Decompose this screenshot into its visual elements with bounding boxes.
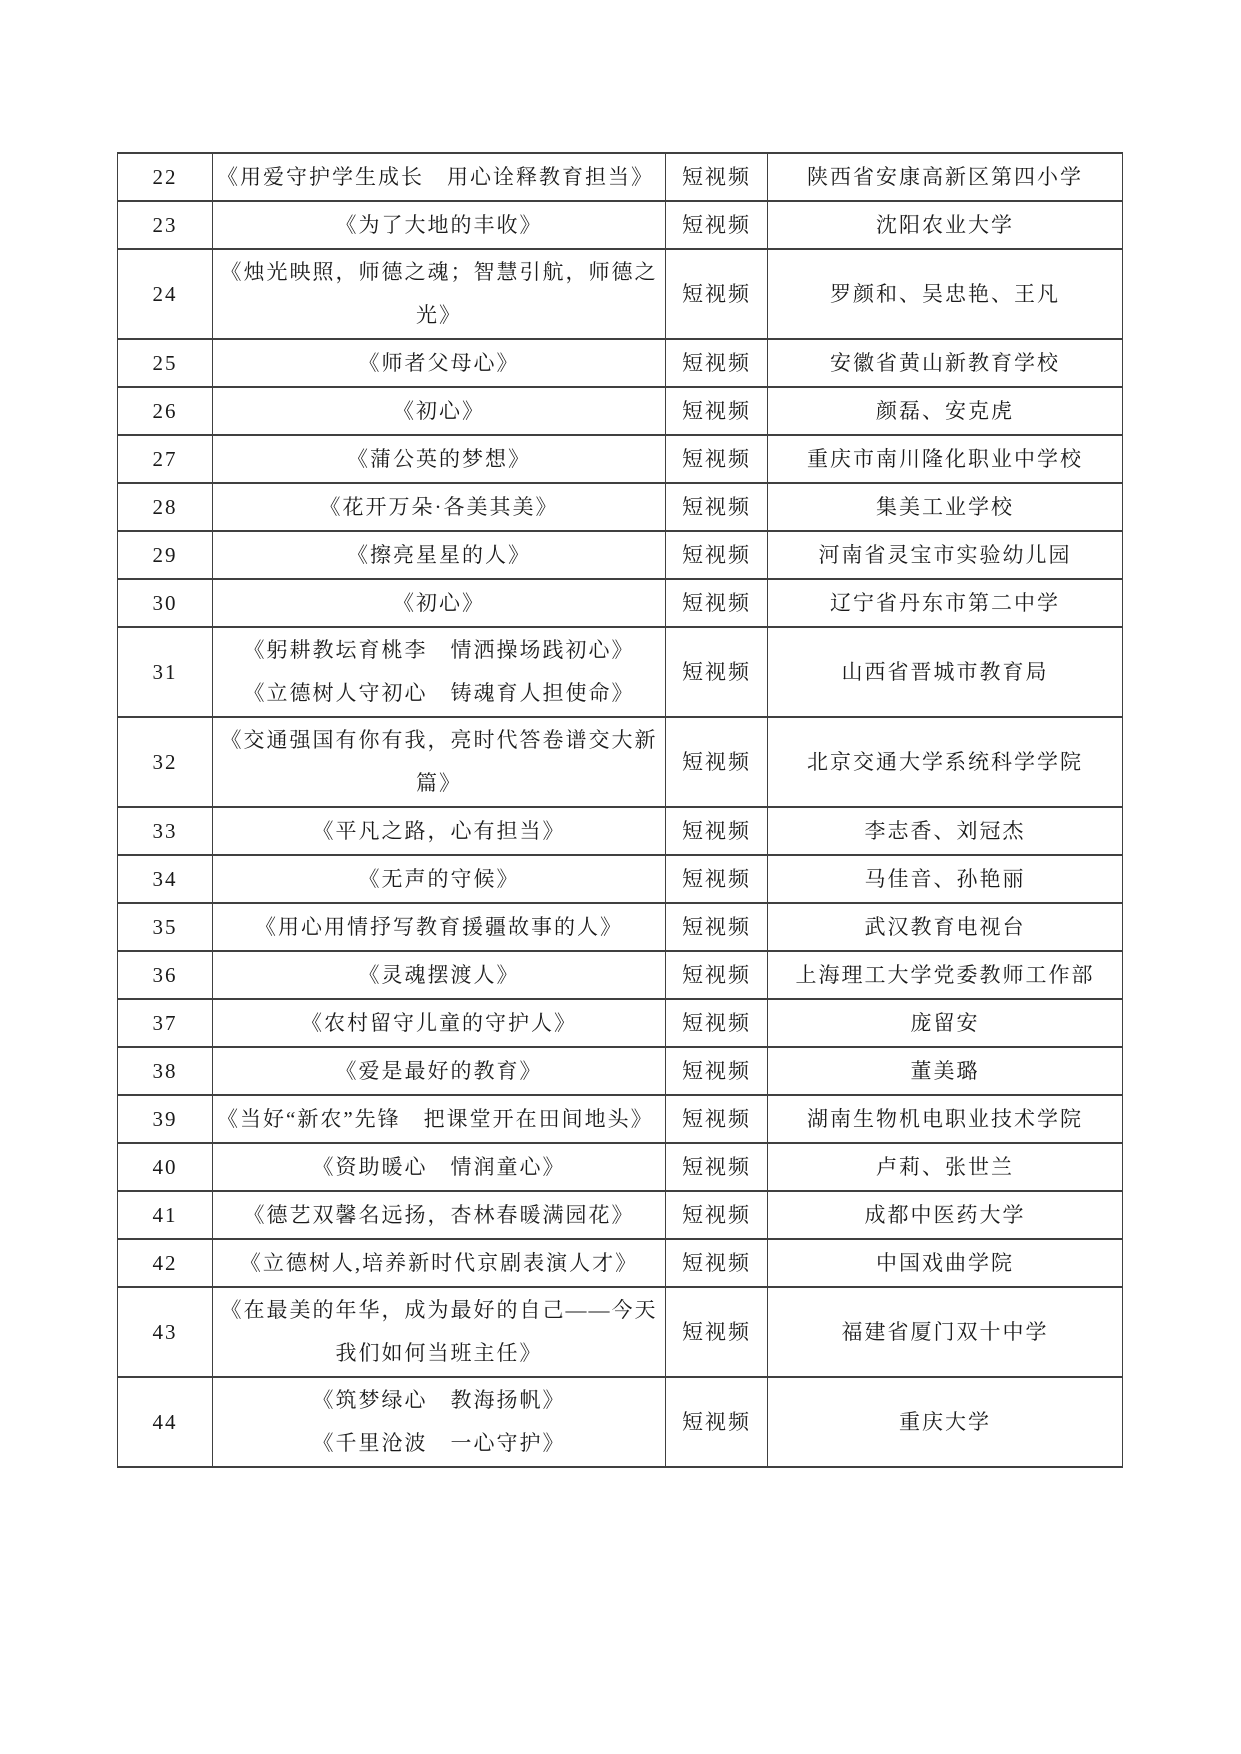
submitter-cell xyxy=(768,339,1123,387)
row-number-cell xyxy=(118,153,213,201)
submitter-name: 罗颜和、吴忠艳、王凡 xyxy=(830,281,1060,306)
work-title-cell xyxy=(213,483,666,531)
row-number-cell xyxy=(118,1047,213,1095)
entry-type-cell xyxy=(666,1287,768,1377)
row-number: 38 xyxy=(152,1058,178,1083)
table-row xyxy=(118,1143,1123,1191)
row-number-cell xyxy=(118,1287,213,1377)
table-row xyxy=(118,531,1123,579)
row-number: 23 xyxy=(152,212,178,237)
submitter-name: 安徽省黄山新教育学校 xyxy=(830,350,1060,375)
row-number: 33 xyxy=(152,818,178,843)
entry-type: 短视频 xyxy=(682,446,751,471)
entry-type-cell xyxy=(666,1143,768,1191)
entry-type-cell xyxy=(666,1047,768,1095)
work-title-line: 《农村留守儿童的守护人》 xyxy=(301,1010,577,1035)
entry-type: 短视频 xyxy=(682,1319,751,1344)
row-number-cell xyxy=(118,249,213,339)
entry-type-cell xyxy=(666,153,768,201)
row-number: 34 xyxy=(152,866,178,891)
submitter-cell xyxy=(768,1095,1123,1143)
entry-type-cell xyxy=(666,1377,768,1467)
row-number: 24 xyxy=(152,281,178,306)
submitter-cell xyxy=(768,387,1123,435)
work-title-line: 《擦亮星星的人》 xyxy=(347,542,531,567)
entry-type: 短视频 xyxy=(682,350,751,375)
submitter-name: 武汉教育电视台 xyxy=(864,914,1026,939)
row-number-cell xyxy=(118,1239,213,1287)
row-number: 31 xyxy=(152,659,178,684)
row-number-cell xyxy=(118,1377,213,1467)
submitter-name: 成都中医药大学 xyxy=(864,1202,1026,1227)
table-row xyxy=(118,201,1123,249)
entry-type-cell xyxy=(666,1239,768,1287)
submitter-cell xyxy=(768,999,1123,1047)
work-title-line: 《用心用情抒写教育援疆故事的人》 xyxy=(255,914,623,939)
work-title-line: 《千里沧波 一心守护》 xyxy=(312,1431,566,1455)
table-row xyxy=(118,1191,1123,1239)
work-title-line: 《为了大地的丰收》 xyxy=(335,212,543,237)
work-title-line: 《初心》 xyxy=(393,590,485,615)
work-title-line: 《躬耕教坛育桃李 情洒操场践初心》 xyxy=(243,638,635,662)
row-number-cell xyxy=(118,717,213,807)
work-title-cell xyxy=(213,903,666,951)
submitter-cell xyxy=(768,483,1123,531)
entry-type-cell xyxy=(666,951,768,999)
entry-type-cell xyxy=(666,717,768,807)
work-title-line: 《蒲公英的梦想》 xyxy=(347,446,531,471)
row-number: 40 xyxy=(152,1154,178,1179)
submitter-cell xyxy=(768,201,1123,249)
work-title-line: 《灵魂摆渡人》 xyxy=(358,962,520,987)
row-number: 26 xyxy=(152,398,178,423)
entry-type: 短视频 xyxy=(682,281,751,306)
row-number: 36 xyxy=(152,962,178,987)
entry-type-cell xyxy=(666,627,768,717)
row-number-cell xyxy=(118,435,213,483)
table-row xyxy=(118,807,1123,855)
entry-type: 短视频 xyxy=(682,1154,751,1179)
submitter-name: 重庆大学 xyxy=(899,1409,991,1434)
entry-type: 短视频 xyxy=(682,590,751,615)
submitter-cell xyxy=(768,627,1123,717)
row-number-cell xyxy=(118,1095,213,1143)
entry-type-cell xyxy=(666,201,768,249)
submitter-name: 辽宁省丹东市第二中学 xyxy=(830,590,1060,615)
table-row xyxy=(118,1239,1123,1287)
submitter-cell xyxy=(768,531,1123,579)
entry-type-cell xyxy=(666,1191,768,1239)
entry-type-cell xyxy=(666,999,768,1047)
entry-type: 短视频 xyxy=(682,1409,751,1434)
table-row xyxy=(118,579,1123,627)
work-title-line: 《用爱守护学生成长 用心诠释教育担当》 xyxy=(217,164,654,189)
submitter-name: 福建省厦门双十中学 xyxy=(841,1319,1049,1344)
submitter-cell xyxy=(768,579,1123,627)
work-title-line: 《筑梦绿心 教海扬帆》 xyxy=(312,1388,566,1412)
submitter-cell xyxy=(768,903,1123,951)
work-title-cell xyxy=(213,1143,666,1191)
submitter-name: 重庆市南川隆化职业中学校 xyxy=(807,446,1083,471)
row-number-cell xyxy=(118,483,213,531)
submitter-cell xyxy=(768,1143,1123,1191)
table-row xyxy=(118,153,1123,201)
table-row xyxy=(118,249,1123,339)
table-row xyxy=(118,855,1123,903)
submitter-cell xyxy=(768,1191,1123,1239)
works-table xyxy=(117,152,1123,1468)
work-title-cell xyxy=(213,249,666,339)
work-title-line: 《花开万朵·各美其美》 xyxy=(319,494,559,519)
work-title-cell xyxy=(213,1191,666,1239)
table-row xyxy=(118,1095,1123,1143)
entry-type-cell xyxy=(666,855,768,903)
entry-type: 短视频 xyxy=(682,1058,751,1083)
row-number: 32 xyxy=(152,749,178,774)
submitter-cell xyxy=(768,951,1123,999)
submitter-name: 颜磊、安克虎 xyxy=(876,398,1014,423)
work-title-line: 《德艺双馨名远扬，杏林春暖满园花》 xyxy=(243,1202,635,1227)
row-number: 43 xyxy=(152,1319,178,1344)
row-number: 42 xyxy=(152,1250,178,1275)
table-row xyxy=(118,435,1123,483)
work-title-cell xyxy=(213,1239,666,1287)
submitter-name: 李志香、刘冠杰 xyxy=(864,818,1026,843)
work-title-line: 《立德树人守初心 铸魂育人担使命》 xyxy=(243,681,635,705)
submitter-name: 董美璐 xyxy=(910,1058,980,1083)
entry-type-cell xyxy=(666,903,768,951)
submitter-cell xyxy=(768,855,1123,903)
submitter-name: 卢莉、张世兰 xyxy=(876,1154,1014,1179)
entry-type: 短视频 xyxy=(682,542,751,567)
table-row xyxy=(118,903,1123,951)
entry-type: 短视频 xyxy=(682,749,751,774)
entry-type-cell xyxy=(666,249,768,339)
submitter-name: 河南省灵宝市实验幼儿园 xyxy=(818,542,1072,567)
row-number: 25 xyxy=(152,350,178,375)
work-title-line: 《爱是最好的教育》 xyxy=(335,1058,543,1083)
entry-type-cell xyxy=(666,531,768,579)
row-number: 44 xyxy=(152,1409,178,1434)
submitter-name: 上海理工大学党委教师工作部 xyxy=(795,962,1095,987)
entry-type-cell xyxy=(666,483,768,531)
submitter-name: 北京交通大学系统科学学院 xyxy=(807,749,1083,774)
work-title-cell xyxy=(213,1377,666,1467)
row-number-cell xyxy=(118,201,213,249)
work-title-cell xyxy=(213,387,666,435)
submitter-cell xyxy=(768,1047,1123,1095)
work-title-cell xyxy=(213,201,666,249)
row-number: 35 xyxy=(152,914,178,939)
row-number-cell xyxy=(118,855,213,903)
submitter-cell xyxy=(768,1377,1123,1467)
row-number-cell xyxy=(118,807,213,855)
submitter-cell xyxy=(768,435,1123,483)
entry-type: 短视频 xyxy=(682,1106,751,1131)
work-title-cell xyxy=(213,1095,666,1143)
submitter-cell xyxy=(768,1287,1123,1377)
entry-type-cell xyxy=(666,435,768,483)
entry-type-cell xyxy=(666,1095,768,1143)
row-number-cell xyxy=(118,999,213,1047)
entry-type: 短视频 xyxy=(682,1010,751,1035)
work-title-cell xyxy=(213,999,666,1047)
entry-type-cell xyxy=(666,387,768,435)
entry-type: 短视频 xyxy=(682,818,751,843)
row-number-cell xyxy=(118,627,213,717)
work-title-cell xyxy=(213,627,666,717)
row-number: 41 xyxy=(152,1202,178,1227)
works-table-body xyxy=(118,153,1123,1467)
work-title-cell xyxy=(213,1047,666,1095)
work-title-cell xyxy=(213,153,666,201)
work-title-line: 《当好“新农”先锋 把课堂开在田间地头》 xyxy=(217,1106,654,1131)
row-number-cell xyxy=(118,579,213,627)
row-number-cell xyxy=(118,1191,213,1239)
entry-type: 短视频 xyxy=(682,914,751,939)
work-title-line: 《烛光映照，师德之魂；智慧引航，师德之光》 xyxy=(220,260,658,327)
entry-type: 短视频 xyxy=(682,164,751,189)
table-row xyxy=(118,717,1123,807)
work-title-cell xyxy=(213,531,666,579)
submitter-cell xyxy=(768,807,1123,855)
entry-type: 短视频 xyxy=(682,1202,751,1227)
entry-type-cell xyxy=(666,579,768,627)
submitter-cell xyxy=(768,249,1123,339)
work-title-line: 《师者父母心》 xyxy=(358,350,520,375)
work-title-line: 《初心》 xyxy=(393,398,485,423)
table-row xyxy=(118,1377,1123,1467)
row-number-cell xyxy=(118,531,213,579)
row-number: 30 xyxy=(152,590,178,615)
work-title-line: 《立德树人,培养新时代京剧表演人才》 xyxy=(239,1250,639,1275)
row-number-cell xyxy=(118,387,213,435)
work-title-cell xyxy=(213,339,666,387)
entry-type: 短视频 xyxy=(682,659,751,684)
submitter-cell xyxy=(768,1239,1123,1287)
work-title-line: 《在最美的年华，成为最好的自己——今天我们如何当班主任》 xyxy=(220,1298,658,1365)
entry-type: 短视频 xyxy=(682,866,751,891)
entry-type: 短视频 xyxy=(682,212,751,237)
entry-type-cell xyxy=(666,339,768,387)
work-title-line: 《无声的守候》 xyxy=(358,866,520,891)
entry-type: 短视频 xyxy=(682,494,751,519)
table-row xyxy=(118,627,1123,717)
table-row xyxy=(118,1047,1123,1095)
work-title-line: 《平凡之路，心有担当》 xyxy=(312,818,566,843)
row-number-cell xyxy=(118,903,213,951)
work-title-cell xyxy=(213,855,666,903)
submitter-cell xyxy=(768,717,1123,807)
row-number: 27 xyxy=(152,446,178,471)
table-row xyxy=(118,483,1123,531)
row-number: 29 xyxy=(152,542,178,567)
table-row xyxy=(118,999,1123,1047)
entry-type-cell xyxy=(666,807,768,855)
table-row xyxy=(118,951,1123,999)
entry-type: 短视频 xyxy=(682,1250,751,1275)
submitter-name: 沈阳农业大学 xyxy=(876,212,1014,237)
work-title-cell xyxy=(213,1287,666,1377)
submitter-name: 中国戏曲学院 xyxy=(876,1250,1014,1275)
table-row xyxy=(118,339,1123,387)
row-number-cell xyxy=(118,339,213,387)
entry-type: 短视频 xyxy=(682,962,751,987)
row-number: 39 xyxy=(152,1106,178,1131)
row-number: 37 xyxy=(152,1010,178,1035)
row-number-cell xyxy=(118,1143,213,1191)
submitter-name: 山西省晋城市教育局 xyxy=(841,659,1049,684)
row-number: 22 xyxy=(152,164,178,189)
submitter-name: 庞留安 xyxy=(910,1010,980,1035)
work-title-line: 《资助暖心 情润童心》 xyxy=(312,1154,566,1179)
submitter-name: 湖南生物机电职业技术学院 xyxy=(807,1106,1083,1131)
table-row xyxy=(118,387,1123,435)
submitter-cell xyxy=(768,153,1123,201)
table-row xyxy=(118,1287,1123,1377)
work-title-cell xyxy=(213,951,666,999)
work-title-cell xyxy=(213,435,666,483)
work-title-cell xyxy=(213,717,666,807)
row-number-cell xyxy=(118,951,213,999)
submitter-name: 集美工业学校 xyxy=(876,494,1014,519)
work-title-cell xyxy=(213,807,666,855)
work-title-cell xyxy=(213,579,666,627)
work-title-line: 《交通强国有你有我，亮时代答卷谱交大新篇》 xyxy=(220,728,658,795)
submitter-name: 陕西省安康高新区第四小学 xyxy=(807,164,1083,189)
entry-type: 短视频 xyxy=(682,398,751,423)
row-number: 28 xyxy=(152,494,178,519)
submitter-name: 马佳音、孙艳丽 xyxy=(864,866,1026,891)
